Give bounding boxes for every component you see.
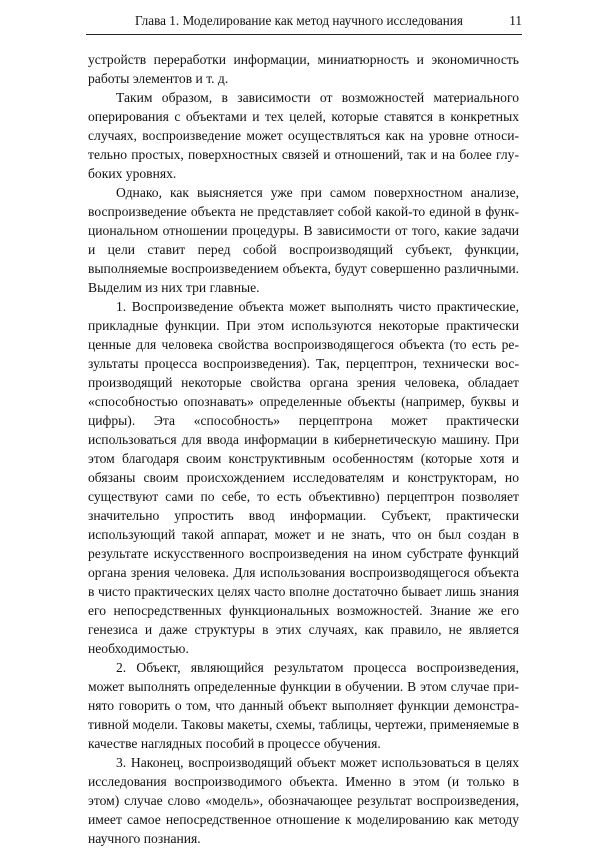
paragraph-function-3: 3. Наконец, воспроизводящий объект может использоваться в целях исследования воспроизводимого объекта. Именно в этом (и только в этом) случае слово «модель», обозначающее результат воспроизведения, имеет самое непосредственное отношение к моделированию как методу научного познания. bbox=[88, 755, 519, 846]
paragraph-function-1: 1. Воспроизведение объекта может выполнять чисто практические, прикладные функции. При этом используются некоторые практически ценные для человека свойства воспроизводящегося объекта (то есть результаты процесса воспроизведения). Так, перцептрон, технически воспроизводящий некоторые свойства органа зрения человека, обладает «способностью опознавать» определенные объекты (например, буквы и цифры). Эта «способность» перцептрона может практически использоваться для ввода информации в кибернетическую машину. При этом благодаря своим конструктивным особенностям (которые хотя и обязаны своим происхождением исследователям и конструкторам, но существуют сами по себе, то есть объективно) перцептрон позволяет значительно упростить ввод информации. Субъект, практически использующий такой аппарат, может и не знать, что он был создан в результате искусственного воспроизведения на ином субстрате функций органа зрения человека. Для использования воспроизводящегося объекта в чисто практических целях часто вполне достаточно бывает лишь знания его непосредственных функциональных возможностей. Знание же его генезиса и даже структуры в этих случаях, как правило, не является необходимостью. bbox=[88, 299, 519, 656]
paragraph: Однако, как выясняется уже при самом поверхностном анализе, воспроизведение объекта не представляет собой какой-то единой в функциональном отношении процедуры. В зависимости от того, какие задачи и цели ставит перед собой воспроизводящий субъект, функции, выполняемые воспроизведением объекта, будут совершенно различными. Выделим из них три главные. bbox=[88, 185, 519, 295]
paragraph-continued: устройств переработки информации, миниатюрность и экономичность работы элементов и т. д. bbox=[88, 52, 519, 86]
body-text bbox=[88, 50, 519, 848]
running-head bbox=[86, 10, 522, 35]
paragraph: Таким образом, в зависимости от возможностей материального оперирования с объектами и тех целей, которые ставятся в конкретных случаях, воспроизведение может осуществляться как на уровне относительно простых, поверхностных связей и отношений, так и на более глубоких уровнях. bbox=[88, 90, 519, 181]
paragraph-function-2: 2. Объект, являющийся результатом процесса воспроизведения, может выполнять определенные функции в обучении. В этом случае принято говорить о том, что данный объект выполняет функции демонстративной модели. Таковы макеты, схемы, таблицы, чертежи, применяемые в качестве наглядных пособий в процессе обучения. bbox=[88, 660, 519, 751]
running-head-title: Глава 1. Моделирование как метод научного исследования bbox=[135, 13, 463, 28]
page-number: 11 bbox=[509, 13, 522, 28]
